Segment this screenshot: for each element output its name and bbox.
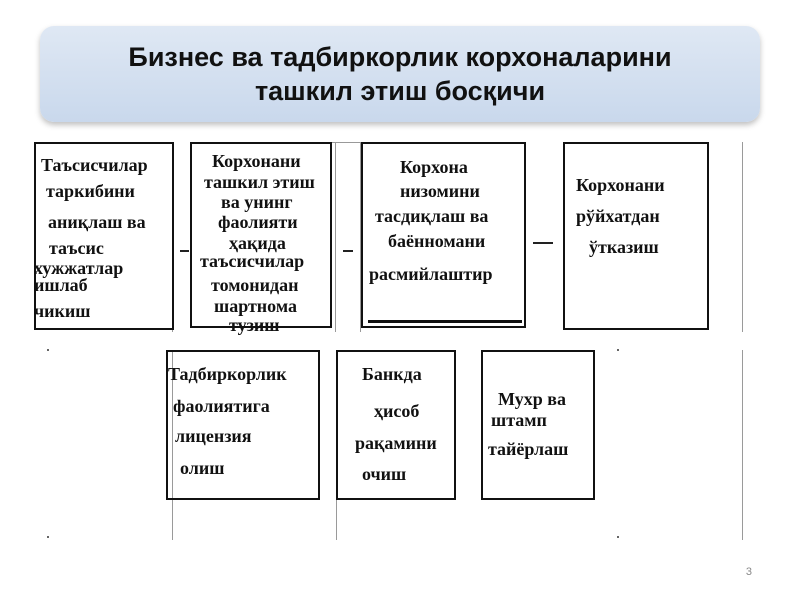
step-agreement-line: фаолияти	[218, 212, 298, 232]
step-charter-line: расмийлаштир	[369, 264, 493, 284]
step-charter-line: Корхона	[400, 157, 468, 177]
step-license-line: олиш	[180, 458, 225, 478]
step-box-registration	[563, 142, 709, 330]
step-founders-line: чикиш	[34, 301, 91, 321]
step-seal-line: тайёрлаш	[488, 439, 569, 459]
step-registration-line: ўтказиш	[589, 237, 659, 257]
step-agreement-line: ва унинг	[221, 192, 293, 212]
step-agreement-line: Корхонани	[212, 151, 301, 171]
step-agreement-line: ташкил этиш	[204, 172, 315, 192]
step-founders-line: Таъсисчилар	[41, 155, 148, 175]
step-agreement-line: шартнома	[214, 296, 297, 316]
title-banner	[40, 26, 760, 122]
step-bank-line: очиш	[362, 464, 407, 484]
step-bank-line: ҳисоб	[374, 401, 420, 421]
connector-line	[180, 250, 189, 252]
dot-mark	[47, 536, 49, 538]
step-founders-line: аниқлаш ва	[48, 212, 146, 232]
step-license-line: лицензия	[175, 426, 252, 446]
step-agreement-line: томонидан	[211, 275, 299, 295]
step-founders-line: таркибини	[46, 181, 135, 201]
step-founders-line: таъсис	[49, 238, 104, 258]
step-registration-line: рўйхатдан	[576, 206, 660, 226]
step-bank-line: рақамини	[355, 433, 437, 453]
step-founders-line: хужжатлар	[34, 258, 124, 278]
dot-mark	[47, 349, 49, 351]
page-number: 3	[745, 566, 752, 578]
step-charter-line: баённомани	[388, 231, 486, 251]
step-bank-line: Банкда	[362, 364, 422, 384]
underline	[368, 320, 522, 323]
step-charter-line: низомини	[400, 181, 480, 201]
grid-line	[335, 142, 336, 332]
grid-line	[742, 142, 743, 332]
step-charter-line: тасдиқлаш ва	[375, 206, 489, 226]
step-registration-line: Корхонани	[576, 175, 665, 195]
step-agreement-line: таъсисчилар	[200, 251, 305, 271]
step-agreement-line: тузиш	[229, 315, 280, 335]
connector-line	[533, 242, 553, 244]
step-license-line: Тадбиркорлик	[168, 364, 287, 384]
step-license-line: фаолиятига	[173, 396, 270, 416]
step-seal-line: Мухр ва	[498, 389, 566, 409]
grid-line	[742, 350, 743, 540]
dot-mark	[617, 349, 619, 351]
slide-title: Бизнес ва тадбиркорлик корхоналарини ташкил этиш босқичи	[128, 42, 672, 106]
grid-line	[330, 142, 360, 143]
step-agreement-line: ҳақида	[229, 233, 286, 253]
dot-mark	[617, 536, 619, 538]
connector-line	[343, 250, 353, 252]
step-founders-line: ишлаб	[34, 275, 88, 295]
step-seal-line: штамп	[491, 410, 547, 430]
